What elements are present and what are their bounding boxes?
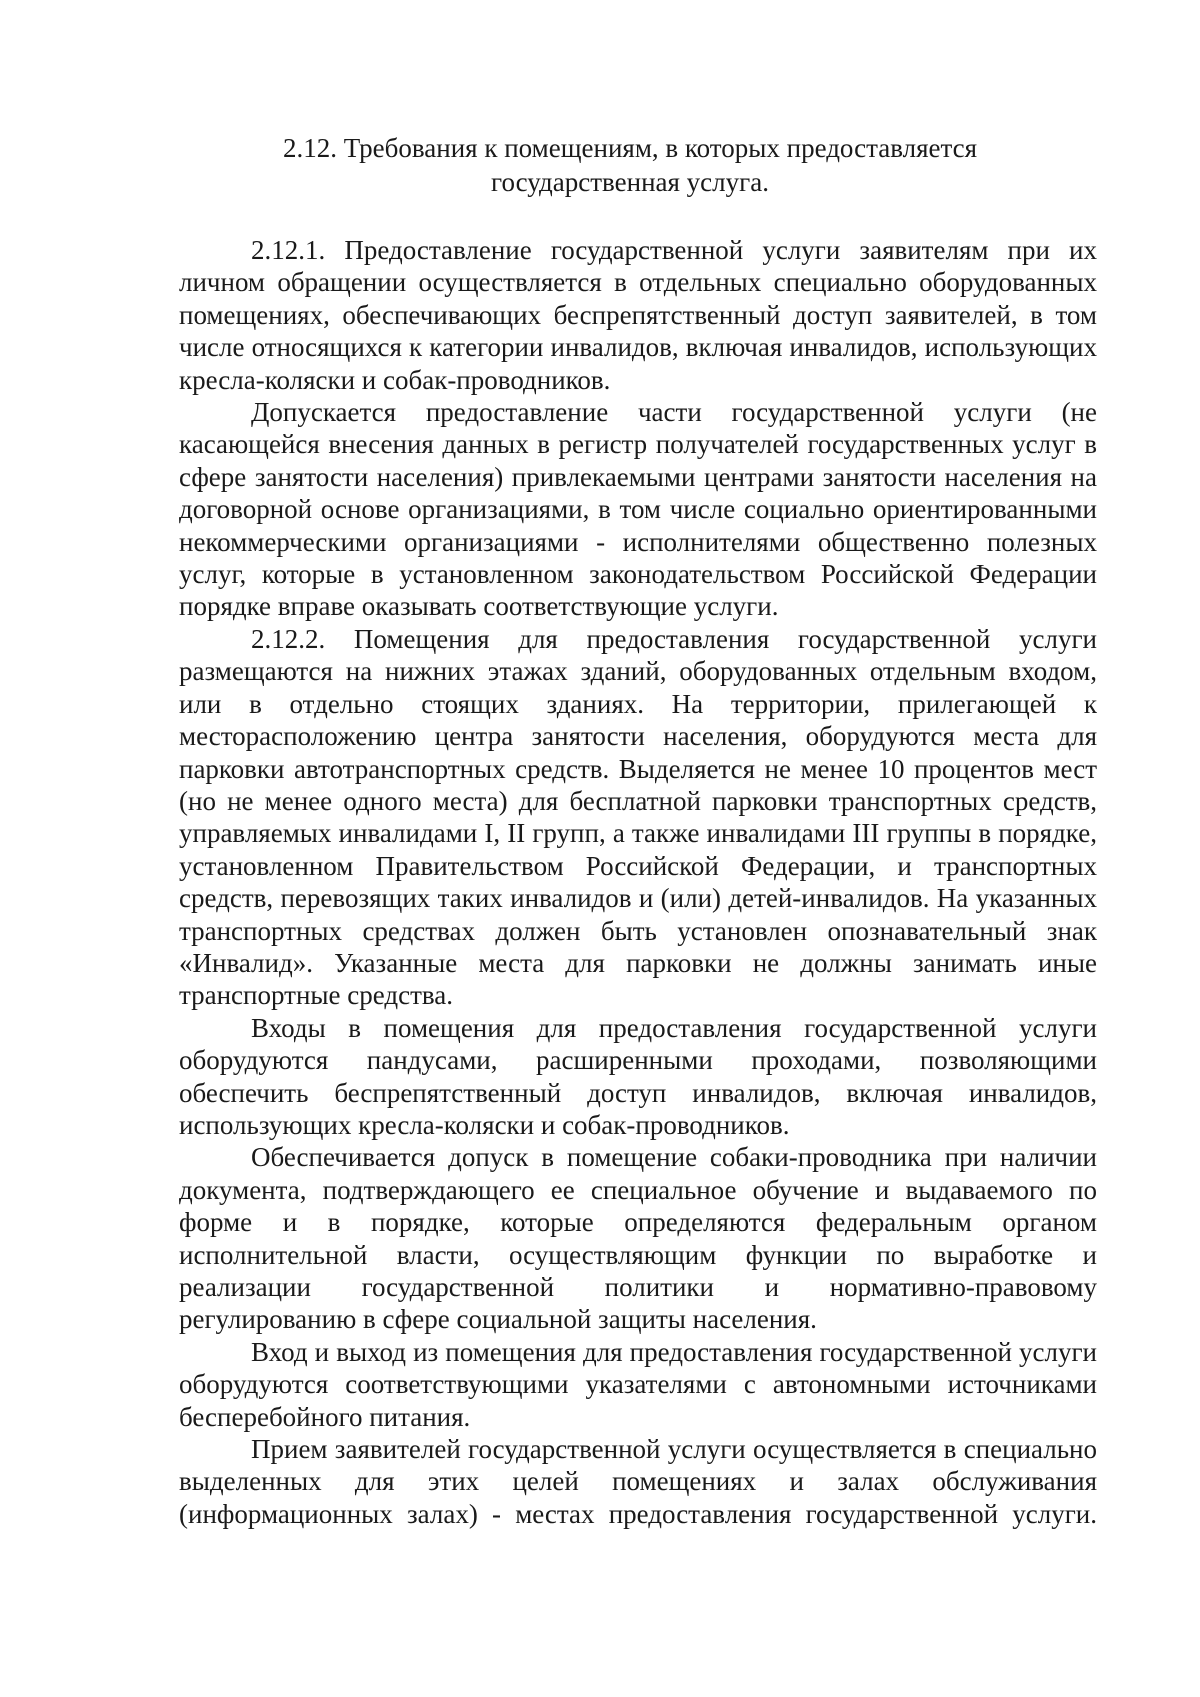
paragraph-partial-service: Допускается предоставление части государственной услуги (не касающейся внесения данных в регистр получателей государственных услуг в сфере занятости населения) привлекаемыми центрами занятости населения на договорной основе организациями, в том числе социально ориентированными некоммерческими организациями - исполнителями общественно полезных услуг, которые в установленном законодательством Российской Федерации порядке вправе оказывать соответствующие услуги. [179, 397, 1097, 622]
paragraph-reception: Прием заявителей государственной услуги осуществляется в специально выделенных для этих целей помещениях и залах обслуживания (информационных залах) - местах предоставления государственной услуги. [179, 1434, 1097, 1529]
heading-line-2: государственная услуга. [491, 167, 769, 197]
paragraph-2-12-1: 2.12.1. Предоставление государственной услуги заявителям при их личном обращении осуществляется в отдельных специально оборудованных помещениях, обеспечивающих беспрепятственный доступ заявителей, в том числе относящихся к категории инвалидов, включая инвалидов, использующих кресла-коляски и собак-проводников. [179, 235, 1097, 395]
paragraph-guide-dog: Обеспечивается допуск в помещение собаки-проводника при наличии документа, подтверждающего ее специальное обучение и выдаваемого по форме и в порядке, которые определяются федеральным органом исполнительной власти, осуществляющим функции по выработке и реализации государственной политики и нормативно-правовому регулированию в сфере социальной защиты населения. [179, 1142, 1097, 1335]
paragraph-signage: Вход и выход из помещения для предоставления государственной услуги оборудуются соответствующими указателями с автономными источниками бесперебойного питания. [179, 1336, 1097, 1432]
document-body [179, 234, 1097, 1530]
section-heading [180, 131, 1080, 199]
heading-line-1: 2.12. Требования к помещениям, в которых предоставляется [282, 133, 978, 163]
paragraph-2-12-2: 2.12.2. Помещения для предоставления государственной услуги размещаются на нижних этажах зданий, оборудованных отдельным входом, или в отдельно стоящих зданиях. На территории, прилегающей к месторасположению центра занятости населения, оборудуются места для парковки автотранспортных средств. Выделяется не менее 10 процентов мест (но не менее одного места) для бесплатной парковки транспортных средств, управляемых инвалидами I, II групп, а также инвалидами III группы в порядке, установленном Правительством Российской Федерации, и транспортных средств, перевозящих таких инвалидов и (или) детей-инвалидов. На указанных транспортных средствах должен быть установлен опознавательный знак «Инвалид». Указанные места для парковки не должны занимать иные транспортные средства. [179, 623, 1097, 1011]
paragraph-entrances: Входы в помещения для предоставления государственной услуги оборудуются пандусами, расширенными проходами, позволяющими обеспечить беспрепятственный доступ инвалидов, включая инвалидов, использующих кресла-коляски и собак-проводников. [179, 1012, 1097, 1140]
